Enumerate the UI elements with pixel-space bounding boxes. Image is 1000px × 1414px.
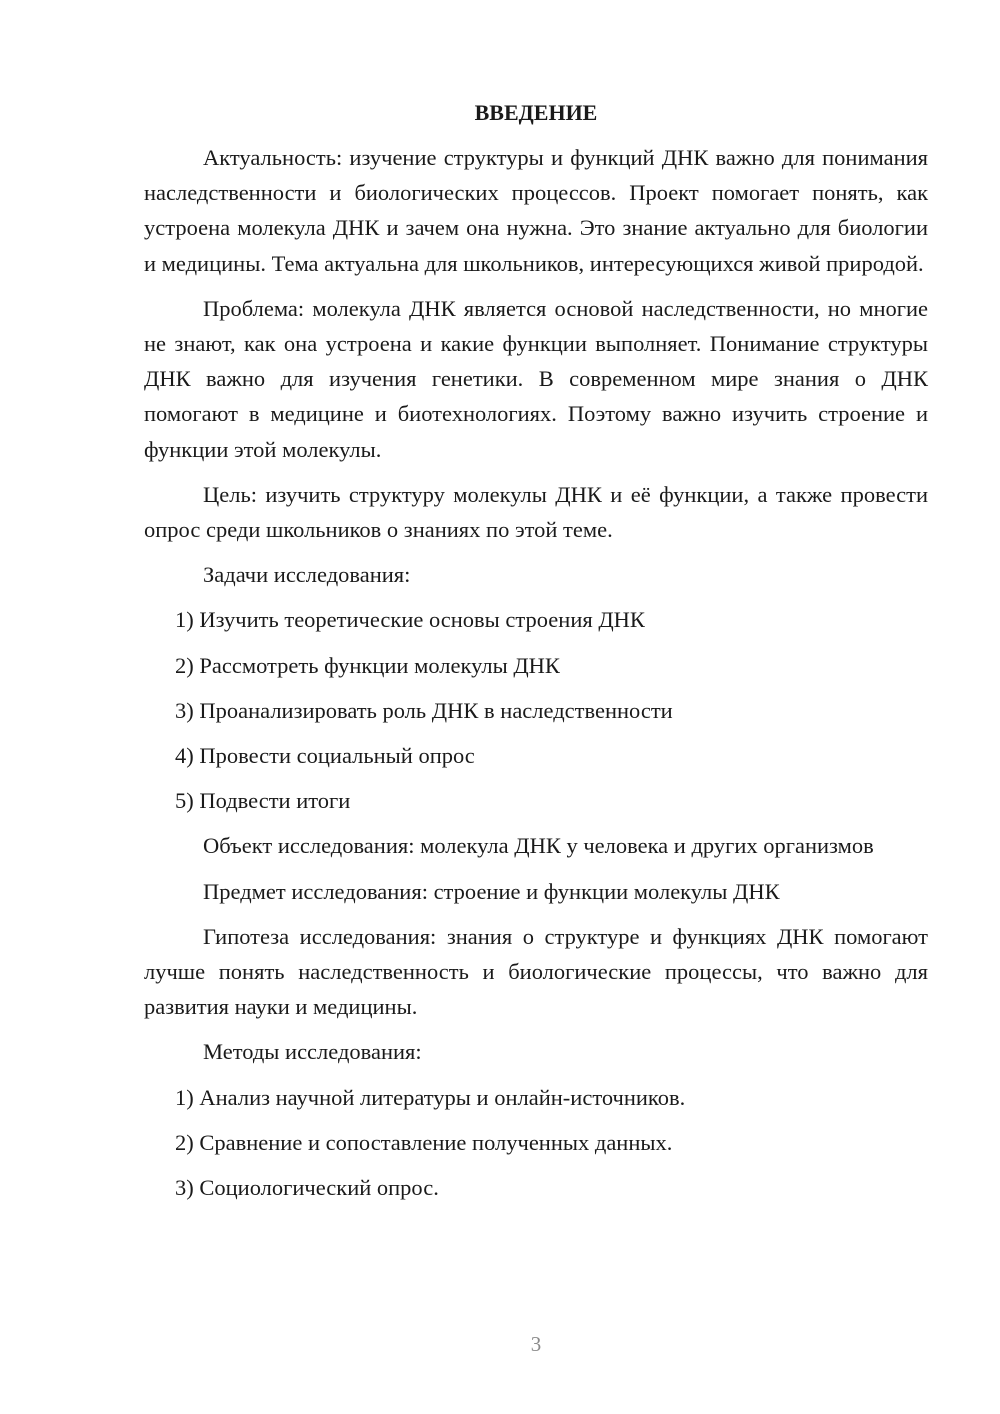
task-item: 5) Подвести итоги — [175, 788, 351, 814]
methods-heading: Методы исследования: — [203, 1039, 422, 1065]
task-item: 3) Проанализировать роль ДНК в наследственности — [175, 697, 673, 723]
tasks-list — [144, 602, 928, 818]
tasks-heading: Задачи исследования: — [203, 562, 411, 588]
relevance-paragraph: Актуальность: изучение структуры и функций ДНК важно для понимания наследственности и биологических процессов. Проект помогает понять, как устроена молекула ДНК и зачем она нужна. Это знание актуально для биологии и медицины. Тема актуальна для школьников, интересующихся живой природой. — [144, 145, 928, 276]
method-item: 1) Анализ научной литературы и онлайн-источников. — [175, 1084, 686, 1110]
page-number: 3 — [530, 1332, 542, 1356]
page-content — [144, 95, 928, 1215]
method-item: 3) Социологический опрос. — [175, 1175, 439, 1201]
method-item: 2) Сравнение и сопоставление полученных данных. — [175, 1129, 673, 1155]
methods-list — [144, 1080, 928, 1206]
hypothesis-paragraph: Гипотеза исследования: знания о структуре и функциях ДНК помогают лучше понять наследственность и биологические процессы, что важно для развития науки и медицины. — [144, 923, 928, 1020]
goal-paragraph: Цель: изучить структуру молекулы ДНК и её функции, а также провести опрос среди школьников о знаниях по этой теме. — [144, 481, 928, 543]
object-paragraph: Объект исследования: молекула ДНК у человека и других организмов — [203, 833, 874, 859]
task-item: 2) Рассмотреть функции молекулы ДНК — [175, 652, 560, 678]
task-item: 1) Изучить теоретические основы строения ДНК — [175, 607, 645, 633]
subject-paragraph: Предмет исследования: строение и функции молекулы ДНК — [203, 878, 780, 904]
section-title: ВВЕДЕНИЕ — [474, 100, 598, 125]
task-item: 4) Провести социальный опрос — [175, 743, 475, 769]
problem-paragraph: Проблема: молекула ДНК является основой наследственности, но многие не знают, как она устроена и какие функции выполняет. Понимание структуры ДНК важно для изучения генетики. В современном мире знания о ДНК помогают в медицине и биотехнологиях. Поэтому важно изучить строение и функции этой молекулы. — [144, 295, 928, 462]
